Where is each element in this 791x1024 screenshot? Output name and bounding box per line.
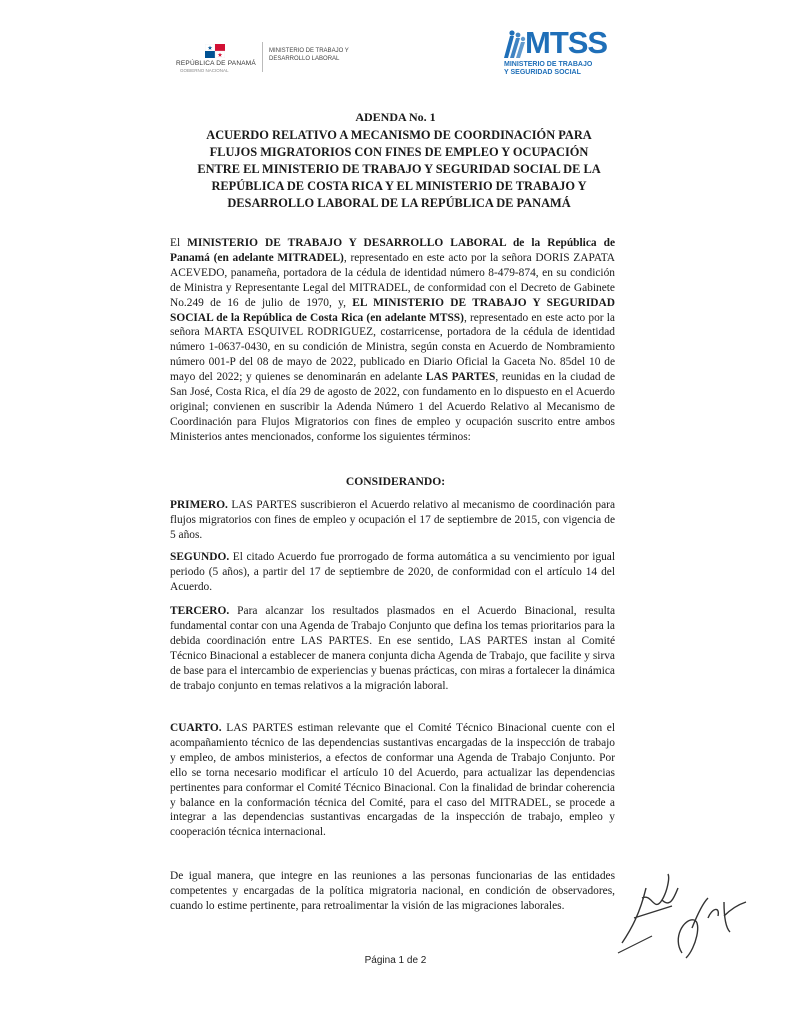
intro-paragraph <box>170 236 615 445</box>
segundo-label: SEGUNDO. <box>170 551 230 563</box>
tercero-text: Para alcanzar los resultados plasmados en el Acuerdo Binacional, resulta fundamental contar con una Agenda de Trabajo Conjunto que defina los temas prioritarios para la debida coordinación entre LAS PARTES. En ese sentido, LAS PARTES instan al Comité Técnico Binacional a establecer de manera conjunta dicha Agenda de Trabajo, que facilite y sirva de base para el intercambio de experiencias y buenas prácticas, con miras a fortalecer la dinámica de trabajo conjunto en temas relativos a la migración laboral. <box>170 605 615 692</box>
mtss-logo <box>502 25 608 82</box>
panama-flag-icon <box>205 44 225 58</box>
tercero-label: TERCERO. <box>170 605 230 617</box>
intro-text-2: , representado en este acto por la señora DORIS ZAPATA ACEVEDO, panameña, portadora de la cédula de identidad número 8-479-874, en su condición de Ministra y Representante Legal del MITRADEL, de conformidad con el Decreto de Gabinete No.249 de 16 de julio de 1970, y, <box>170 251 615 309</box>
mitradel-name: MINISTERIO DE TRABAJO Y DESARROLLO LABORAL <box>269 48 349 62</box>
intro-text-3: , representado en este acto por la señora MARTA ESQUIVEL RODRIGUEZ, costarricense, portadora de la cédula de identidad número 1-0637-0430, en su condición de Ministra, según consta en Acuerdo de Nombramiento número 001-P del 08 de mayo de 2022, publicado en Diario Oficial la Gaceta No. 85del 10 de mayo del 2022; y quienes se denominarán en adelante <box>170 311 615 384</box>
header-divider <box>262 42 263 72</box>
intro-text-1: El <box>170 237 188 249</box>
mtss-subtitle <box>504 61 592 77</box>
primero-paragraph <box>170 498 615 543</box>
country-subtitle: GOBIERNO NACIONAL <box>180 68 229 73</box>
page-number: Página 1 de 2 <box>364 955 427 966</box>
mtss-subtitle-line1: MINISTERIO DE TRABAJO <box>504 61 593 68</box>
cuarto-paragraph <box>170 721 615 840</box>
handwritten-signature <box>612 858 752 968</box>
document-heading: ADENDA No. 1 <box>355 110 436 124</box>
country-name: REPÚBLICA DE PANAMÁ <box>176 60 256 67</box>
considerando-heading: CONSIDERANDO: <box>345 475 446 488</box>
document-title: ACUERDO RELATIVO A MECANISMO DE COORDINACIÓN PARA FLUJOS MIGRATORIOS CON FINES DE EMPLEO Y OCUPACIÓN ENTRE EL MINISTERIO DE TRABAJO Y SEGURIDAD SOCIAL DE LA REPÚBLICA DE COSTA RICA Y EL MINISTERIO DE TRABAJO Y DESARROLLO LABORAL DE LA REPÚBLICA DE PANAMÁ <box>197 128 601 210</box>
panama-header-logo <box>176 40 349 74</box>
segundo-paragraph <box>170 550 615 595</box>
mtss-acronym: MTSS <box>525 25 608 60</box>
intro-bold-2: EL MINISTERIO DE TRABAJO Y SEGURIDAD SOCIAL de la República de Costa Rica (en adelante MTSS) <box>170 296 615 324</box>
intro-text-4: , reunidas en la ciudad de San José, Costa Rica, el día 29 de agosto de 2022, con fundamento en lo dispuesto en el Acuerdo original; convienen en suscribir la Adenda Número 1 del Acuerdo Relativo al Mecanismo de Coordinación para Flujos Migratorios con fines de empleo y ocupación suscrito entre ambos Ministerios antes mencionados, conforme los siguientes términos: <box>170 371 615 443</box>
primero-label: PRIMERO. <box>170 499 228 511</box>
primero-text: LAS PARTES suscribieron el Acuerdo relativo al mecanismo de coordinación para flujos migratorios con fines de empleo y ocupación el 17 de septiembre de 2015, con vigencia de 5 años. <box>170 499 615 541</box>
intro-bold-1: MINISTERIO DE TRABAJO Y DESARROLLO LABORAL de la República de Panamá (en adelante MITRADEL) <box>170 237 615 264</box>
closing-paragraph: De igual manera, que integre en las reuniones a las personas funcionarias de las entidades competentes y encargadas de la política migratoria nacional, en condición de observadores, cuando lo estime pertinente, para retroalimentar la visión de las migraciones laborales. <box>170 870 615 912</box>
cuarto-text: LAS PARTES estiman relevante que el Comité Técnico Binacional cuente con el acompañamiento técnico de las dependencias sustantivas encargadas de la inspección de trabajo y empleo, de ambos ministerios, a efectos de conformar una Agenda de Trabajo Conjunto. Por ello se torna necesario modificar el artículo 10 del Acuerdo, para actualizar las dependencias pertinentes para conformar el Comité Técnico Binacional. Con la finalidad de brindar coherencia y balance en la conformación técnica del Comité, para el caso del MITRADEL, se procede a integrar a las dependencias sustantivas encargadas de la inspección de trabajo, empleo y cooperación técnica internacional. <box>170 722 615 839</box>
cuarto-label: CUARTO. <box>170 722 222 734</box>
intro-bold-3: LAS PARTES <box>425 371 496 384</box>
tercero-paragraph <box>170 604 615 693</box>
mtss-subtitle-line2: Y SEGURIDAD SOCIAL <box>504 69 581 76</box>
segundo-text: El citado Acuerdo fue prorrogado de forma automática a su vencimiento por igual periodo (5 años), a partir del 17 de septiembre de 2020, de conformidad con el artículo 14 del Acuerdo. <box>170 551 615 593</box>
